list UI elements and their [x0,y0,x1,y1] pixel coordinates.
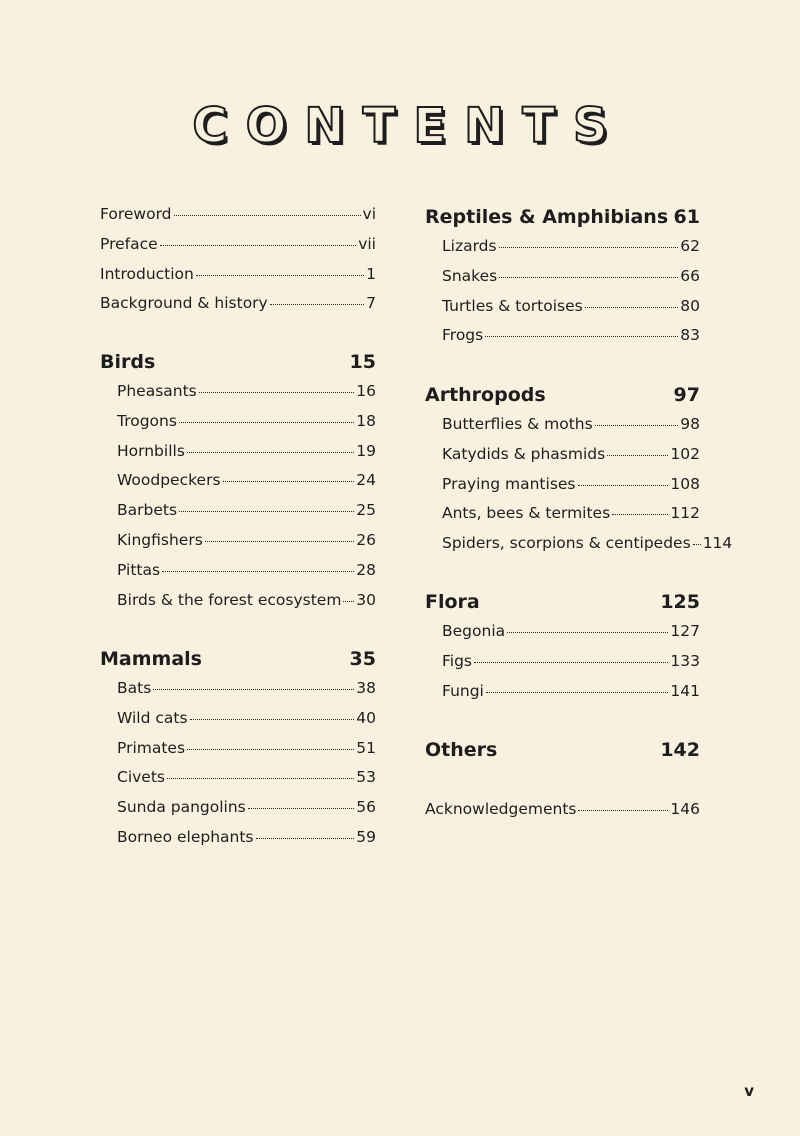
section-heading-flora[interactable]: Flora 125 [425,591,700,613]
dot-leader [585,307,679,308]
toc-entry-lizards[interactable]: Lizards 62 [442,237,700,255]
dot-leader [693,544,701,545]
dot-leader [485,336,678,337]
toc-entry-butterflies[interactable]: Butterflies & moths 98 [442,415,700,433]
dot-leader [612,514,668,515]
page-title: CONTENTS [192,98,626,154]
toc-entry-ants-bees[interactable]: Ants, bees & termites 112 [442,504,700,523]
toc-entry-wild-cats[interactable]: Wild cats 40 [117,708,376,727]
dot-leader [167,778,354,779]
dot-leader [474,662,668,663]
toc-entry-pangolins[interactable]: Sunda pangolins 56 [117,798,376,817]
dot-leader [486,692,669,693]
section-heading-birds[interactable]: Birds 15 [100,351,376,373]
dot-leader [153,689,354,690]
dot-leader [179,511,354,512]
dot-leader [499,247,679,248]
toc-entry-mantises[interactable]: Praying mantises 108 [442,474,700,493]
section-heading-arthropods[interactable]: Arthropods 97 [425,384,700,406]
toc-entry-spiders[interactable]: Spiders, scorpions & centipedes 114 [442,534,733,553]
dot-leader [196,275,364,276]
toc-entry-woodpeckers[interactable]: Woodpeckers 24 [117,471,376,490]
dot-leader [499,277,678,278]
back-matter [425,800,700,830]
toc-entry-foreword[interactable]: Foreword vi [100,205,376,223]
toc-entry-snakes[interactable]: Snakes 66 [442,266,700,285]
toc-entry-elephants[interactable]: Borneo elephants 59 [117,827,376,846]
dot-leader [595,425,679,426]
toc-entry-katydids[interactable]: Katydids & phasmids 102 [442,444,700,463]
dot-leader [160,245,357,246]
toc-entry-pheasants[interactable]: Pheasants 16 [117,382,376,400]
toc-entry-hornbills[interactable]: Hornbills 19 [117,441,376,460]
front-matter [100,205,376,324]
toc-entry-primates[interactable]: Primates 51 [117,738,376,757]
toc-entry-acknowledgements[interactable]: Acknowledgements 146 [425,800,700,818]
dot-leader [174,215,361,216]
section-arthropods [425,384,733,564]
dot-leader [343,601,354,602]
dot-leader [256,838,355,839]
section-reptiles [425,206,700,356]
toc-entry-civets[interactable]: Civets 53 [117,768,376,787]
dot-leader [578,485,669,486]
section-heading-mammals[interactable]: Mammals 35 [100,648,376,670]
dot-leader [578,810,668,811]
dot-leader [199,392,355,393]
toc-entry-introduction[interactable]: Introduction 1 [100,264,376,283]
toc-entry-bats[interactable]: Bats 38 [117,679,376,697]
toc-entry-kingfishers[interactable]: Kingfishers 26 [117,530,376,549]
section-birds [100,351,376,620]
section-heading-others[interactable]: Others 142 [425,739,700,761]
toc-entry-frogs[interactable]: Frogs 83 [442,326,700,345]
toc-entry-pittas[interactable]: Pittas 28 [117,560,376,579]
toc-entry-figs[interactable]: Figs 133 [442,651,700,670]
dot-leader [187,749,354,750]
toc-entry-background[interactable]: Background & history 7 [100,294,376,313]
page-number: v [744,1082,754,1100]
toc-entry-birds-forest[interactable]: Birds & the forest ecosystem 30 [117,590,376,609]
section-heading-reptiles[interactable]: Reptiles & Amphibians 61 [425,206,700,228]
toc-entry-barbets[interactable]: Barbets 25 [117,501,376,520]
section-flora [425,591,700,711]
toc-entry-turtles[interactable]: Turtles & tortoises 80 [442,296,700,315]
dot-leader [270,304,364,305]
section-mammals [100,648,376,858]
toc-entry-preface[interactable]: Preface vii [100,234,376,253]
dot-leader [223,481,355,482]
toc-entry-fungi[interactable]: Fungi 141 [442,681,700,700]
dot-leader [190,719,355,720]
dot-leader [162,571,354,572]
section-others [425,739,700,770]
dot-leader [248,808,355,809]
dot-leader [607,455,668,456]
dot-leader [205,541,354,542]
toc-entry-trogons[interactable]: Trogons 18 [117,411,376,430]
dot-leader [179,422,354,423]
dot-leader [187,452,354,453]
toc-entry-begonia[interactable]: Begonia 127 [442,622,700,640]
dot-leader [507,632,668,633]
